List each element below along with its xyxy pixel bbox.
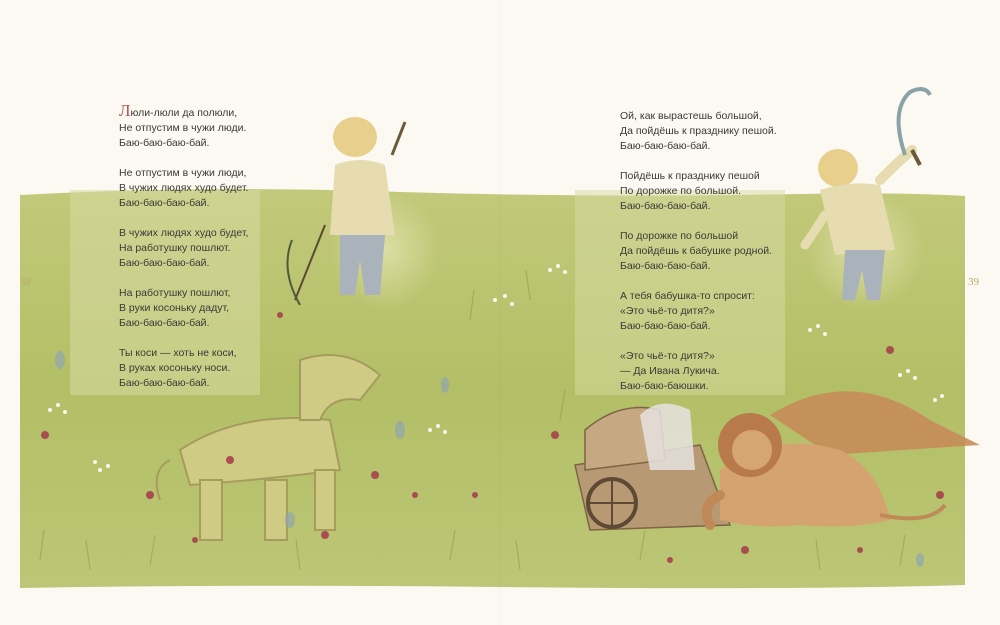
poem-line: — Да Ивана Лукича.: [620, 365, 720, 377]
poem-line: Баю-баю-баю-бай.: [119, 137, 210, 149]
stanza: [620, 109, 777, 154]
poem-line: Да пойдёшь к бабушке родной.: [620, 245, 773, 257]
poem-line: Баю-баю-баю-бай.: [119, 377, 210, 389]
stanza: [620, 349, 777, 394]
poem-line: В руках косоньку носи.: [119, 362, 231, 374]
poem-line: В чужих людях худо будет.: [119, 182, 249, 194]
poem-line: Баю-баю-баюшки.: [620, 380, 709, 392]
poem-line: [119, 101, 248, 121]
right-poem: [620, 109, 777, 409]
dropcap: Л: [119, 101, 131, 120]
poem-line: Баю-баю-баю-бай.: [119, 197, 210, 209]
poem-line: Баю-баю-баю-бай.: [620, 320, 711, 332]
book-gutter: [499, 0, 501, 625]
stanza: [119, 346, 248, 391]
stanza: [620, 169, 777, 214]
page-number-left: 38: [20, 276, 31, 288]
poem-line: «Это чьё-то дитя?»: [620, 305, 715, 317]
poem-line: Баю-баю-баю-бай.: [620, 200, 711, 212]
poem-line: Не отпустим в чужи люди,: [119, 167, 247, 179]
stanza: [119, 286, 248, 331]
poem-line: На работушку пошлют.: [119, 242, 231, 254]
poem-line: «Это чьё-то дитя?»: [620, 350, 715, 362]
poem-line: В руки косоньку дадут,: [119, 302, 230, 314]
poem-line: Ой, как вырастешь большой,: [620, 110, 762, 122]
stanza: [119, 101, 248, 151]
poem-line: Баю-баю-баю-бай.: [620, 260, 711, 272]
poem-line: Баю-баю-баю-бай.: [119, 317, 210, 329]
poem-line: Баю-баю-баю-бай.: [119, 257, 210, 269]
poem-line: Пойдёшь к празднику пешой: [620, 170, 760, 182]
poem-line: Баю-баю-баю-бай.: [620, 140, 711, 152]
poem-line: На работушку пошлют,: [119, 287, 231, 299]
poem-line: Не отпустим в чужи люди.: [119, 122, 247, 134]
poem-line: Да пойдёшь к празднику пешой.: [620, 125, 777, 137]
poem-line-rest: юли-люли да полюли,: [130, 107, 238, 119]
stanza: [620, 229, 777, 274]
poem-line: По дорожке по большой.: [620, 185, 742, 197]
poem-line: По дорожке по большой: [620, 230, 739, 242]
stanza: [620, 289, 777, 334]
poem-line: В чужих людях худо будет,: [119, 227, 249, 239]
page-number-right: 39: [968, 276, 979, 288]
poem-line: Ты коси — хоть не коси,: [119, 347, 237, 359]
stanza: [119, 166, 248, 211]
poem-line: А тебя бабушка-то спросит:: [620, 290, 755, 302]
stanza: [119, 226, 248, 271]
left-poem: [119, 101, 249, 406]
